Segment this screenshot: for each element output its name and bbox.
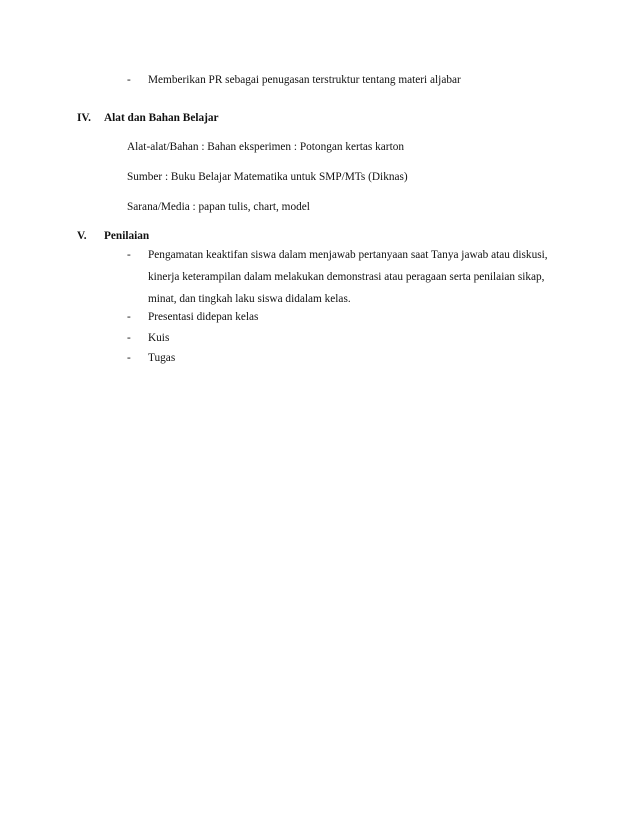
paragraph-line: Alat-alat/Bahan : Bahan eksperimen : Potongan kertas karton: [127, 141, 405, 153]
paragraph-line: Sarana/Media : papan tulis, chart, model: [127, 201, 310, 213]
list-item-text: Presentasi didepan kelas: [148, 311, 259, 323]
section-title: Alat dan Bahan Belajar: [104, 112, 219, 124]
section-number: V.: [77, 230, 87, 242]
list-item-text: kinerja keterampilan dalam melakukan demonstrasi atau peragaan serta penilaian sikap,: [148, 271, 545, 283]
list-item-text: Memberikan PR sebagai penugasan terstruktur tentang materi aljabar: [148, 74, 461, 86]
list-dash: -: [127, 74, 131, 86]
section-title: Penilaian: [104, 230, 150, 242]
list-dash: -: [127, 311, 131, 323]
list-dash: -: [127, 352, 131, 364]
list-item-text: minat, dan tingkah laku siswa didalam kelas.: [148, 293, 351, 305]
list-dash: -: [127, 332, 131, 344]
list-item-text: Pengamatan keaktifan siswa dalam menjawab pertanyaan saat Tanya jawab atau diskusi,: [148, 249, 548, 261]
list-item-text: Kuis: [148, 332, 170, 344]
list-item-text: Tugas: [148, 352, 176, 364]
section-number: IV.: [77, 112, 91, 124]
list-dash: -: [127, 249, 131, 261]
paragraph-line: Sumber : Buku Belajar Matematika untuk SMP/MTs (Diknas): [127, 171, 408, 183]
